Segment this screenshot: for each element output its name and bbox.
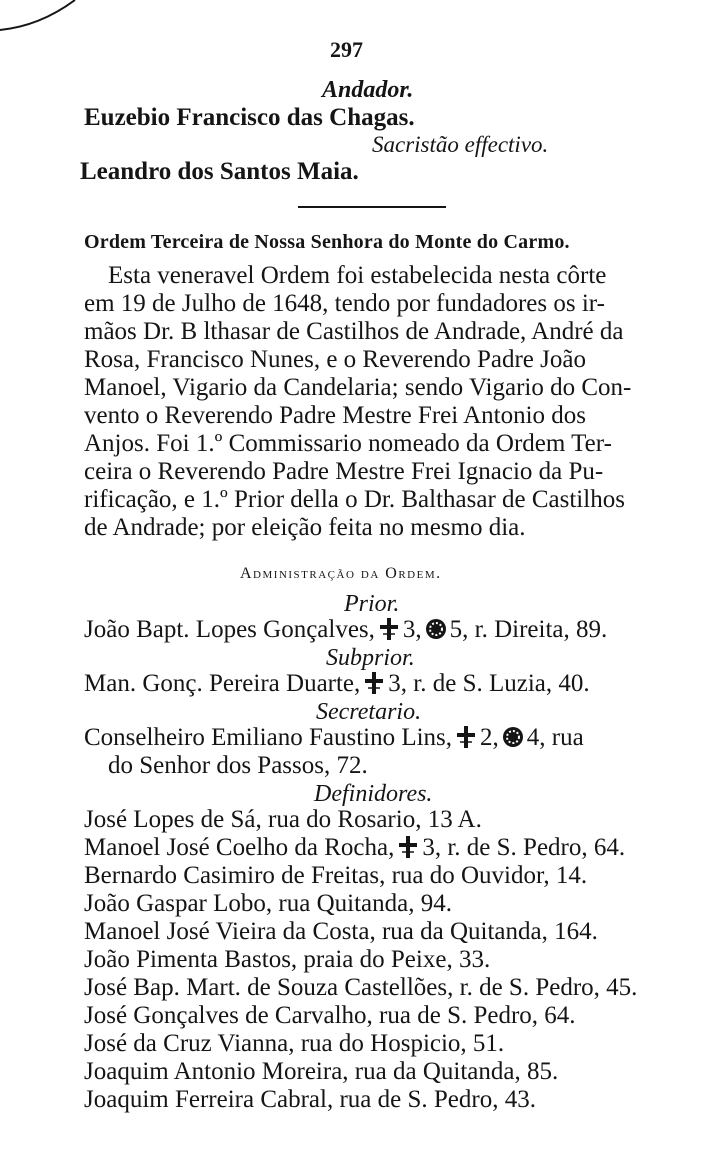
definidor-entry: João Gaspar Lobo, rua Quitanda, 94. [84,890,452,917]
secretario-address-start: rua [551,724,584,751]
definidor-cross-rank: 3, [422,834,442,861]
definidor-entry [84,834,625,865]
prior-cross-rank: 3, [402,616,422,643]
paragraph-line: rificação, e 1.º Prior della o Dr. Balthasar de Castilhos [84,486,625,513]
role-secretario: Secretario. [316,699,422,725]
prior-address: r. Direita, 89. [474,616,608,643]
order-title: Ordem Terceira de Nossa Senhora do Monte do Carmo. [84,231,570,253]
subprior-cross-rank: 3, [388,670,408,697]
role-sacristao: Sacristão effectivo. [372,132,549,157]
secretario-name: Conselheiro Emiliano Faustino Lins, [84,724,453,751]
order-cross-icon [398,836,418,865]
paragraph-line: ceira o Reverendo Padre Mestre Frei Ignacio da Pu- [84,458,604,485]
definidor-entry: Joaquim Ferreira Cabral, rua de S. Pedro, 43. [84,1086,536,1113]
section-divider [298,206,446,208]
paragraph-line: mãos Dr. B lthasar de Castilhos de Andrade, André da [84,318,624,345]
secretario-seal-rank: 4, [526,724,546,751]
sacristao-name: Leandro dos Santos Maia. [80,158,359,185]
definidor-entry: José da Cruz Vianna, rua do Hospicio, 51. [84,1030,505,1057]
subprior-address: r. de S. Luzia, 40. [413,670,590,697]
administration-heading: Administração da Ordem. [240,565,442,582]
paragraph-line: vento o Reverendo Padre Mestre Frei Antonio dos [84,402,586,429]
prior-entry [84,616,607,647]
order-seal-icon [425,618,447,647]
role-subprior: Subprior. [326,645,415,671]
role-definidores: Definidores. [314,781,433,807]
paragraph-line: Rosa, Francisco Nunes, e o Reverendo Padre João [84,346,586,373]
definidor-entry: José Gonçalves de Carvalho, rua de S. Pedro, 64. [84,1002,576,1029]
order-cross-icon [364,672,384,701]
definidor-name: Manoel José Coelho da Rocha, [84,834,395,861]
paragraph-line: de Andrade; por eleição feita no mesmo dia. [84,514,526,541]
order-seal-icon [502,726,524,755]
role-prior: Prior. [344,591,400,617]
definidor-entry: Manoel José Vieira da Costa, rua da Quitanda, 164. [84,918,598,945]
definidor-entry: Bernardo Casimiro de Freitas, rua do Ouvidor, 14. [84,862,588,889]
secretario-cross-rank: 2, [480,724,499,751]
role-andador: Andador. [322,77,414,103]
subprior-entry [84,670,590,701]
paragraph-line: em 19 de Julho de 1648, tendo por fundadores os ir- [84,290,605,317]
secretario-entry [84,724,584,755]
andador-name: Euzebio Francisco das Chagas. [84,104,415,131]
prior-name: João Bapt. Lopes Gonçalves, [84,616,375,643]
definidor-entry: José Lopes de Sá, rua do Rosario, 13 A. [84,806,482,833]
definidor-address: r. de S. Pedro, 64. [447,834,626,861]
paragraph-line: Esta veneravel Ordem foi estabelecida nesta côrte [108,262,607,289]
secretario-address-continued: do Senhor dos Passos, 72. [108,752,368,779]
page-number: 297 [330,37,363,62]
definidor-entry: João Pimenta Bastos, praia do Peixe, 33. [84,946,491,973]
order-cross-icon [379,618,399,647]
order-cross-icon [456,726,476,755]
definidor-entry: Joaquim Antonio Moreira, rua da Quitanda, 85. [84,1058,559,1085]
prior-seal-rank: 5, [449,616,469,643]
paragraph-line: Manoel, Vigario da Candelaria; sendo Vigario do Con- [84,374,632,401]
paragraph-line: Anjos. Foi 1.º Commissario nomeado da Ordem Ter- [84,430,612,457]
subprior-name: Man. Gonç. Pereira Duarte, [84,670,361,697]
definidor-entry: José Bap. Mart. de Souza Castellões, r. de S. Pedro, 45. [84,974,638,1001]
